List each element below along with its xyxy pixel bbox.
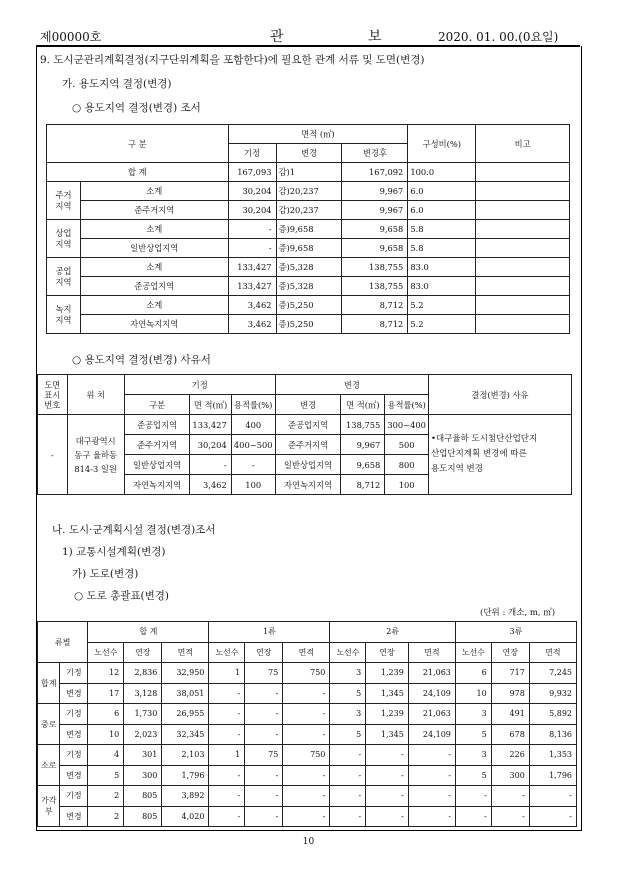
cell: - — [455, 806, 491, 827]
cell: 증)5,250 — [276, 296, 342, 315]
road-group: 소로 — [38, 745, 60, 786]
section-title: 9. 도시군관리계획결정(지구단위계획을 포함한다)에 필요한 관계 서류 및 도면(변경) — [40, 54, 425, 66]
th-b-gubun: 구분 — [124, 395, 190, 415]
cell: - — [245, 806, 283, 827]
cell: - — [408, 765, 455, 786]
cell: 21,063 — [408, 704, 455, 725]
cell: 491 — [491, 704, 529, 725]
cell: 1,796 — [162, 765, 209, 786]
th-count: 노선수 — [209, 642, 245, 663]
zone-group: 녹지 지역 — [47, 296, 81, 334]
cell: 준공업지역 — [80, 277, 228, 296]
note-cell — [476, 239, 570, 258]
th-area: 면적 — [408, 642, 455, 663]
cell: 30,204 — [190, 435, 231, 455]
cell: 3,892 — [162, 786, 209, 807]
th-after: 변경 — [275, 375, 428, 395]
cell: 8,136 — [529, 724, 576, 745]
cell: - — [283, 704, 330, 725]
cell: 1,796 — [529, 765, 576, 786]
note-cell — [476, 315, 570, 334]
issue-date: 2020. 01. 00.(0요일) — [438, 30, 559, 44]
th-count: 노선수 — [88, 642, 124, 663]
cell: - — [366, 765, 409, 786]
page-number: 10 — [302, 837, 315, 847]
cell: 일반상업지역 — [80, 239, 228, 258]
cell: 1,730 — [124, 704, 162, 725]
cell: - — [491, 786, 529, 807]
cell: 138,755 — [342, 277, 408, 296]
zone-group: 주거 지역 — [47, 182, 81, 220]
cell: 5.2 — [408, 315, 476, 334]
zone-row — [47, 220, 570, 239]
cell: 1,239 — [366, 704, 409, 725]
road-row — [38, 765, 577, 786]
cell: 1,353 — [529, 745, 576, 766]
table3-title: ○ 도로 총괄표(변경) — [74, 590, 170, 602]
cell: 32,950 — [162, 663, 209, 684]
subsection-1: 1) 교통시설계획(변경) — [62, 546, 166, 558]
th-before: 기정 — [124, 375, 275, 395]
cell: 400~500 — [231, 435, 275, 455]
cell: 75 — [245, 663, 283, 684]
cell: 기정 — [60, 745, 88, 766]
road-summary-table — [37, 621, 577, 827]
zone-row — [47, 315, 570, 334]
cell: 5.8 — [408, 239, 476, 258]
cell: 100 — [231, 475, 275, 495]
cell: 증)5,328 — [276, 277, 342, 296]
cell: - — [209, 724, 245, 745]
total-ratio: 100.0 — [408, 163, 476, 182]
cell: 17 — [88, 683, 124, 704]
cell: 자연녹지지역 — [124, 475, 190, 495]
road-row — [38, 786, 577, 807]
zone-group: 공업 지역 — [47, 258, 81, 296]
cell: 소계 — [80, 182, 228, 201]
cell: 5 — [455, 724, 491, 745]
cell: 증)9,658 — [276, 239, 342, 258]
cell: 978 — [491, 683, 529, 704]
cell: 2,023 — [124, 724, 162, 745]
cell: 2,103 — [162, 745, 209, 766]
cell: 소계 — [80, 220, 228, 239]
total-label: 합 계 — [47, 163, 229, 182]
cell: 6 — [455, 663, 491, 684]
road-row — [38, 704, 577, 725]
cell: 32,345 — [162, 724, 209, 745]
cell: 138,755 — [341, 415, 385, 435]
zoning-table — [46, 124, 570, 334]
cell: 3,462 — [190, 475, 231, 495]
cell: 300 — [124, 765, 162, 786]
cell: 300~400 — [385, 415, 429, 435]
cell: 증)5,328 — [276, 258, 342, 277]
cell: - — [366, 786, 409, 807]
table1-title: ○ 용도지역 결정(변경) 조서 — [72, 102, 201, 114]
cell: 500 — [385, 435, 429, 455]
cell: - — [209, 765, 245, 786]
cell: 증)5,250 — [276, 315, 342, 334]
note-cell — [476, 182, 570, 201]
cell: 자연녹지지역 — [80, 315, 228, 334]
subsection-ga2: 가) 도로(변경) — [72, 568, 139, 580]
th-length: 연장 — [245, 642, 283, 663]
note-cell — [476, 296, 570, 315]
cell: 3 — [455, 745, 491, 766]
th-class2: 2류 — [330, 622, 455, 643]
cell: 1 — [209, 745, 245, 766]
zoning-reason-table — [37, 374, 572, 495]
zone-group: 상업 지역 — [47, 220, 81, 258]
cell: - — [209, 683, 245, 704]
th-gubun: 구 분 — [47, 125, 229, 163]
note-cell — [476, 220, 570, 239]
cell: 1,345 — [366, 683, 409, 704]
cell: 750 — [283, 663, 330, 684]
th-b-far: 용적률(%) — [231, 395, 275, 415]
cell: 5.8 — [408, 220, 476, 239]
cell: 3,128 — [124, 683, 162, 704]
th-count: 노선수 — [330, 642, 366, 663]
cell: 5 — [88, 765, 124, 786]
cell: 100 — [385, 475, 429, 495]
cell: 301 — [124, 745, 162, 766]
cell: - — [209, 786, 245, 807]
cell: - — [330, 765, 366, 786]
cell: 3,462 — [228, 296, 276, 315]
cell: 3 — [455, 704, 491, 725]
th-total: 합 계 — [88, 622, 209, 643]
cell: - — [283, 683, 330, 704]
cell: - — [245, 765, 283, 786]
cell: 기정 — [60, 704, 88, 725]
cell: 400 — [231, 415, 275, 435]
zone-row — [47, 277, 570, 296]
cell: 138,755 — [342, 258, 408, 277]
cell: 소계 — [80, 296, 228, 315]
cell: 3 — [330, 704, 366, 725]
cell: 6.0 — [408, 182, 476, 201]
cell: 변경 — [60, 806, 88, 827]
cell: - — [190, 455, 231, 475]
th-a-change: 변경 — [275, 395, 341, 415]
cell: - — [366, 806, 409, 827]
th-ratio: 구성비(%) — [408, 125, 476, 163]
th-area: 면적 — [529, 642, 576, 663]
th-class3: 3류 — [455, 622, 576, 643]
cell: 준공업지역 — [275, 415, 341, 435]
cell: 21,063 — [408, 663, 455, 684]
cell: - — [283, 786, 330, 807]
cell: - — [529, 806, 576, 827]
cell: 9,967 — [342, 182, 408, 201]
cell: 75 — [245, 745, 283, 766]
road-row — [38, 683, 577, 704]
map-no: - — [38, 415, 68, 495]
cell: 준주거지역 — [275, 435, 341, 455]
cell: - — [529, 786, 576, 807]
cell: 12 — [88, 663, 124, 684]
cell: 4,020 — [162, 806, 209, 827]
th-length: 연장 — [366, 642, 409, 663]
cell: 38,051 — [162, 683, 209, 704]
cell: 소계 — [80, 258, 228, 277]
zone-row — [47, 239, 570, 258]
th-change: 변경 — [276, 144, 342, 163]
th-before: 기정 — [228, 144, 276, 163]
road-row — [38, 745, 577, 766]
gazette-title: 관 보 — [270, 29, 422, 45]
total-note — [476, 163, 570, 182]
th-a-far: 용적률(%) — [385, 395, 429, 415]
cell: 변경 — [60, 724, 88, 745]
cell: 9,658 — [341, 455, 385, 475]
table2-title: ○ 용도지역 결정(변경) 사유서 — [72, 354, 211, 366]
reason-row — [38, 415, 572, 435]
cell: 일반상업지역 — [124, 455, 190, 475]
cell: 감)20,237 — [276, 182, 342, 201]
zone-row — [47, 201, 570, 220]
th-b-area: 면 적(㎡) — [190, 395, 231, 415]
cell: - — [283, 765, 330, 786]
road-group: 합계 — [38, 663, 60, 704]
cell: 자연녹지지역 — [275, 475, 341, 495]
total-before: 167,093 — [228, 163, 276, 182]
cell: 10 — [455, 683, 491, 704]
subsection-na: 나. 도시·군계획시설 결정(변경)조서 — [52, 524, 216, 536]
note-cell — [476, 201, 570, 220]
cell: 8,712 — [342, 315, 408, 334]
cell: 4 — [88, 745, 124, 766]
cell: 226 — [491, 745, 529, 766]
cell: - — [455, 786, 491, 807]
th-area: 면적 — [283, 642, 330, 663]
cell: 9,967 — [342, 201, 408, 220]
cell: 83.0 — [408, 258, 476, 277]
zone-row — [47, 258, 570, 277]
th-class1: 1류 — [209, 622, 330, 643]
cell: 5.2 — [408, 296, 476, 315]
cell: 증)9,658 — [276, 220, 342, 239]
total-change: 감)1 — [276, 163, 342, 182]
cell: - — [330, 806, 366, 827]
th-a-area: 면 적(㎡) — [341, 395, 385, 415]
cell: 일반상업지역 — [275, 455, 341, 475]
cell: 준주거지역 — [124, 435, 190, 455]
cell: 83.0 — [408, 277, 476, 296]
th-reason: 결정(변경) 사유 — [428, 375, 571, 415]
cell: 30,204 — [228, 182, 276, 201]
cell: - — [491, 806, 529, 827]
cell: 준주거지역 — [80, 201, 228, 220]
zone-row — [47, 296, 570, 315]
cell: - — [330, 786, 366, 807]
cell: 감)20,237 — [276, 201, 342, 220]
cell: 6.0 — [408, 201, 476, 220]
cell: 3 — [330, 663, 366, 684]
cell: 변경 — [60, 765, 88, 786]
th-location: 위 치 — [67, 375, 124, 415]
road-group: 중로 — [38, 704, 60, 745]
cell: 준공업지역 — [124, 415, 190, 435]
zone-row — [47, 182, 570, 201]
cell: 9,932 — [529, 683, 576, 704]
note-cell — [476, 258, 570, 277]
cell: 기정 — [60, 786, 88, 807]
subsection-ga: 가. 용도지역 결정(변경) — [62, 78, 172, 90]
cell: 24,109 — [408, 683, 455, 704]
cell: - — [283, 806, 330, 827]
cell: 717 — [491, 663, 529, 684]
cell: - — [245, 786, 283, 807]
cell: 805 — [124, 806, 162, 827]
cell: 133,427 — [228, 277, 276, 296]
cell: - — [228, 239, 276, 258]
cell: 678 — [491, 724, 529, 745]
cell: 800 — [385, 455, 429, 475]
cell: 2 — [88, 806, 124, 827]
cell: 30,204 — [228, 201, 276, 220]
road-group: 가각 부 — [38, 786, 60, 827]
cell: 6 — [88, 704, 124, 725]
reason: •대구율하 도시첨단산업단지 산업단지계획 변경에 따른 용도지역 변경 — [428, 415, 571, 495]
cell: - — [209, 806, 245, 827]
th-map-no: 도면 표시 번호 — [38, 375, 68, 415]
cell: 2,836 — [124, 663, 162, 684]
cell: - — [228, 220, 276, 239]
cell: 5 — [330, 724, 366, 745]
cell: - — [209, 704, 245, 725]
th-count: 노선수 — [455, 642, 491, 663]
total-after: 167,092 — [342, 163, 408, 182]
cell: 9,967 — [341, 435, 385, 455]
th-type: 류별 — [38, 622, 88, 663]
cell: 7,245 — [529, 663, 576, 684]
total-row — [47, 163, 570, 182]
road-row — [38, 724, 577, 745]
cell: 9,658 — [342, 239, 408, 258]
cell: - — [245, 704, 283, 725]
cell: 5,892 — [529, 704, 576, 725]
road-row — [38, 806, 577, 827]
cell: - — [408, 806, 455, 827]
cell: - — [231, 455, 275, 475]
cell: 1,239 — [366, 663, 409, 684]
th-length: 연장 — [124, 642, 162, 663]
cell: 1 — [209, 663, 245, 684]
cell: 133,427 — [190, 415, 231, 435]
unit-note: (단위 : 개소, m, ㎡) — [480, 608, 556, 618]
road-row — [38, 663, 577, 684]
cell: 2 — [88, 786, 124, 807]
cell: 10 — [88, 724, 124, 745]
cell: 750 — [283, 745, 330, 766]
cell: 5 — [330, 683, 366, 704]
th-after: 변경후 — [342, 144, 408, 163]
cell: - — [408, 745, 455, 766]
cell: - — [245, 724, 283, 745]
cell: 8,712 — [341, 475, 385, 495]
location: 대구광역시 동구 율하동 814-3 일원 — [67, 415, 124, 495]
cell: - — [245, 683, 283, 704]
cell: 5 — [455, 765, 491, 786]
note-cell — [476, 277, 570, 296]
th-area: 면적 (㎡) — [228, 125, 408, 144]
cell: - — [330, 745, 366, 766]
cell: 9,658 — [342, 220, 408, 239]
cell: 26,955 — [162, 704, 209, 725]
th-area: 면적 — [162, 642, 209, 663]
cell: 변경 — [60, 683, 88, 704]
cell: - — [283, 724, 330, 745]
cell: 24,109 — [408, 724, 455, 745]
cell: 8,712 — [342, 296, 408, 315]
cell: - — [408, 786, 455, 807]
th-length: 연장 — [491, 642, 529, 663]
issue-number: 제00000호 — [40, 30, 102, 44]
cell: 300 — [491, 765, 529, 786]
th-note: 비고 — [476, 125, 570, 163]
cell: 133,427 — [228, 258, 276, 277]
cell: 3,462 — [228, 315, 276, 334]
cell: 805 — [124, 786, 162, 807]
cell: 기정 — [60, 663, 88, 684]
cell: 1,345 — [366, 724, 409, 745]
cell: - — [366, 745, 409, 766]
